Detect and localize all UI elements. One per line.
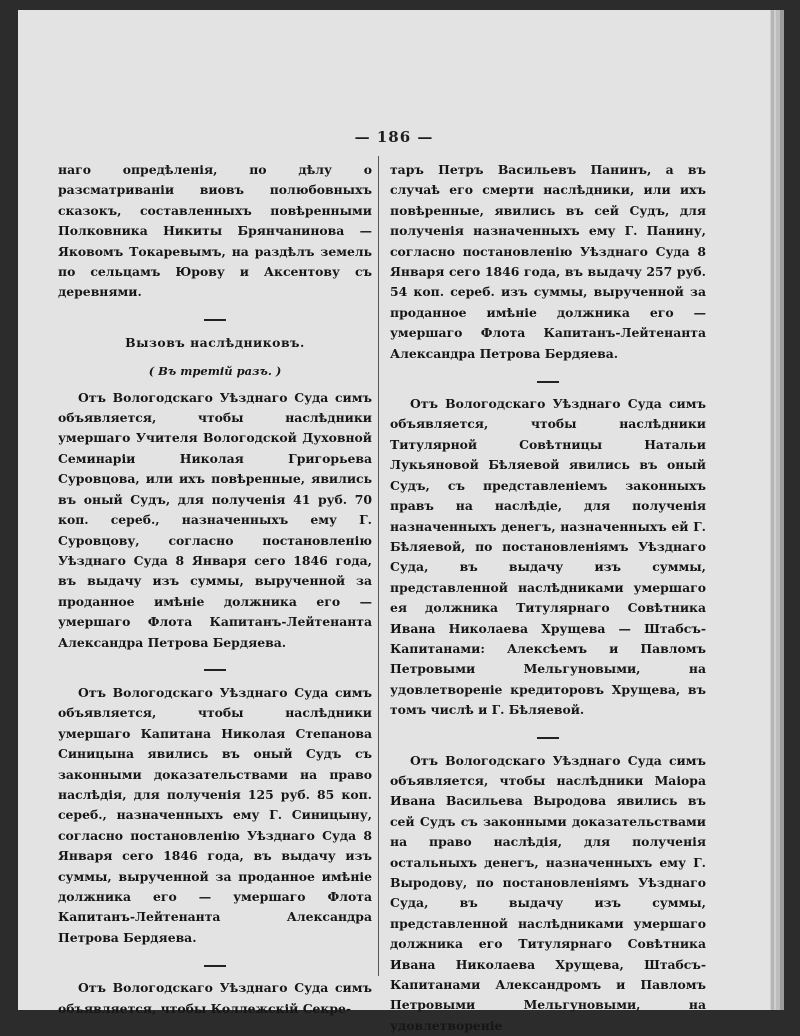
section-heading: Вызовъ наслѣдниковъ. — [125, 334, 305, 350]
right-column — [390, 160, 706, 1036]
separator — [58, 660, 372, 674]
section-note: ( Въ третій разъ. ) — [148, 364, 282, 379]
column-divider — [378, 156, 379, 976]
separator — [390, 728, 706, 742]
paragraph: Отъ Вологодскаго Уѣзднаго Суда симъ объявляется, чтобы наслѣдники Титулярной Совѣтницы Натальи Лукьяновой Бѣляевой явились въ оный Судъ, съ представленіемъ законныхъ правъ на наслѣдіе, для полученія назначенныхъ денегъ, назначенныхъ ей Г. Бѣляевой, по постановленіямъ Уѣзднаго Суда, въ выдачу изъ суммы, представленной наслѣдниками умершаго ея должника Титулярнаго Совѣтника Ивана Николаева Хрущева — Штабсъ-Капитанами: Алексѣемъ и Павломъ Петровыми Мельгуновыми, на удовлетвореніе кредиторовъ Хрущева, въ томъ числѣ и Г. Бѣляевой. — [390, 396, 706, 718]
separator — [390, 371, 706, 385]
scanned-page — [18, 10, 770, 1033]
page-edge — [771, 10, 774, 1010]
separator — [58, 310, 372, 324]
left-column — [58, 160, 372, 1019]
paragraph: таръ Петръ Васильевъ Панинъ, а въ случаѣ его смерти наслѣдники, или ихъ повѣренные, явились въ сей Судъ, для полученія назначенныхъ ему Г. Панину, согласно постановленію Уѣзднаго Суда 8 Января сего 1846 года, въ выдачу 257 руб. 54 коп. сереб. изъ суммы, вырученной за проданное имѣніе должника его — умершаго Флота Капитанъ-Лейтенанта Александра Петрова Бердяева. — [390, 162, 706, 361]
separator — [58, 955, 372, 969]
paragraph: Отъ Вологодскаго Уѣзднаго Суда симъ объявляется, чтобы наслѣдники умершаго Капитана Николая Степанова Синицына явились въ оный Судъ съ законными доказательствами на право наслѣдія, для полученія 125 руб. 85 коп. сереб., назначенныхъ ему Г. Синицыну, согласно постановленію Уѣзднаго Суда 8 Января сего 1846 года, въ выдачу изъ суммы, вырученной за проданное имѣніе должника его — умершаго Флота Капитанъ-Лейтенанта Александра Петрова Бердяева. — [58, 684, 372, 945]
paragraph: Отъ Вологодскаго Уѣзднаго Суда симъ объявляется, чтобы наслѣдники Маіора Ивана Васильева Выродова явились въ сей Судъ съ законными доказательствами на право наслѣдія, для полученія остальныхъ денегъ, назначенныхъ ему Г. Выродову, по постановленіямъ Уѣзднаго Суда, въ выдачу изъ суммы, представленной наслѣдниками умершаго должника его Титулярнаго Совѣтника Ивана Николаева Хрущева, Штабсъ-Капитанами Александромъ и Павломъ Петровыми Мельгуновыми, на удовлетвореніе — [390, 752, 706, 1033]
page-number: — 186 — — [354, 128, 434, 146]
paragraph: Отъ Вологодскаго Уѣзднаго Суда симъ объявляется, чтобы наслѣдники умершаго Учителя Вологодской Духовной Семинаріи Николая Григорьева Суровцова, или ихъ повѣренные, явились въ оный Судъ, для полученія 41 руб. 70 коп. сереб., назначенныхъ ему Г. Суровцову, согласно постановленію Уѣзднаго Суда 8 Января сего 1846 года, въ выдачу изъ суммы, вырученной за проданное имѣніе должника его — умершаго Флота Капитанъ-Лейтенанта Александра Петрова Бердяева. — [58, 389, 372, 650]
paragraph: Отъ Вологодскаго Уѣзднаго Суда симъ объявляется, чтобы Коллежскій Секре- — [58, 980, 372, 1016]
paragraph: наго опредѣленія, по дѣлу о разсматриваніи виовъ полюбовныхъ сказокъ, составленныхъ повѣренными Полковника Никиты Брянчанинова — Яковомъ Токаревымъ, на раздѣлъ земель по сельцамъ Юрову и Аксентову съ деревнями. — [58, 162, 372, 300]
